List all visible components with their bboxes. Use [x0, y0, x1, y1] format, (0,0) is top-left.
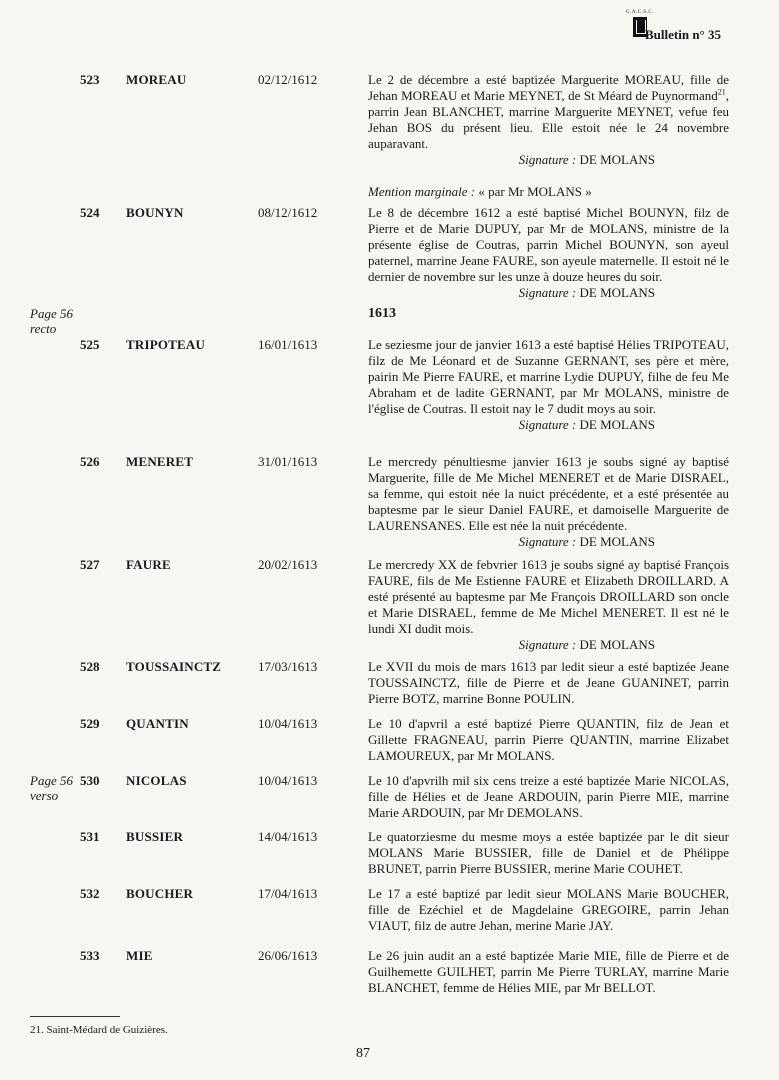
signature-label: Signature :	[518, 534, 577, 549]
record-text-body: Le mercredy XX de febvrier 1613 je soubs signé ay baptisé François FAURE, fils de Me Estienne FAURE et Elizabeth DROILLARD. A esté présenté au baptesme par Me François DROILLARD son oncle et Marie DISRAEL, femme de Me Michel MENERET. Il est né le lundi XI dudit mois.	[368, 557, 729, 636]
record-number: 531	[80, 829, 100, 844]
record-number: 532	[80, 886, 100, 901]
record-text: Le 10 d'apvrilh mil six cens treize a esté baptizée Marie NICOLAS, fille de Hélies et de Jeane ARDOUIN, parin Pierre MIE, marrine Marie ARDOUIN, par Mr DEMOLANS.	[368, 773, 729, 820]
record-text-body: Le mercredy pénultiesme janvier 1613 je soubs signé ay baptisé Marguerite, fille de Me Michel MENERET et de Marie DISRAEL, sa femme, qui estoit née la nuict précédente, et a esté présentée au baptesme par le sieur Daniel FAURE, et damoiselle Marguerite de LAURENSANES. Elle est née la nuit précédente.	[368, 454, 729, 533]
signature	[368, 417, 729, 433]
record-text	[368, 337, 729, 433]
footnote: 21. Saint-Médard de Guizières.	[30, 1024, 168, 1036]
bulletin-title: Bulletin n° 35	[645, 27, 721, 42]
record-date: 08/12/1612	[258, 205, 318, 220]
signature-label: Signature :	[518, 637, 577, 652]
signature-label: Signature :	[518, 152, 577, 167]
record-text: Le 17 a esté baptizé par ledit sieur MOLANS Marie BOUCHER, fille de Ezéchiel et de Magdelaine GREGOIRE, parrin Jehan VIAUT, filz de autre Jehan, merine Marie JAY.	[368, 886, 729, 933]
page-number: 87	[356, 1046, 370, 1061]
marginal-mention	[368, 184, 729, 200]
footnote-ref[interactable]: 21	[717, 87, 726, 97]
signature-label: Signature :	[518, 285, 577, 300]
logo-caption: G.A.C.S.C.	[626, 10, 654, 15]
year-heading: 1613	[368, 306, 396, 321]
signature	[368, 637, 729, 653]
record-surname: MIE	[126, 948, 153, 963]
record-surname: MENERET	[126, 454, 194, 469]
record-date: 26/06/1613	[258, 948, 318, 963]
record-date: 14/04/1613	[258, 829, 318, 844]
record-surname: FAURE	[126, 557, 171, 572]
signature-name: DE MOLANS	[576, 534, 655, 549]
signature-name: DE MOLANS	[576, 637, 655, 652]
record-surname: TRIPOTEAU	[126, 337, 206, 352]
signature-name: DE MOLANS	[576, 417, 655, 432]
record-text: Le 10 d'apvril a esté baptizé Pierre QUANTIN, filz de Jean et Gillette FRAGNEAU, parrin Pierre QUANTIN, marrine Elizabet LAMOUREUX, par Mr MOLANS.	[368, 716, 729, 763]
signature	[368, 534, 729, 550]
signature	[368, 152, 729, 168]
record-date: 10/04/1613	[258, 773, 318, 788]
record-surname: MOREAU	[126, 72, 187, 87]
margin-note-line: recto	[30, 321, 57, 336]
signature-label: Signature :	[518, 417, 577, 432]
record-surname: NICOLAS	[126, 773, 187, 788]
record-date: 20/02/1613	[258, 557, 318, 572]
record-text: Le 26 juin audit an a esté baptizée Marie MIE, fille de Pierre et de Guilhemette GUILHET, parrin Me Pierre TURLAY, marrine Marie BLANCHET, femme de Hélies MIE, par Mr BELLOT.	[368, 948, 729, 995]
mention-text: « par Mr MOLANS »	[475, 184, 592, 199]
record-surname: BUSSIER	[126, 829, 184, 844]
record-text	[368, 205, 729, 301]
record-number: 525	[80, 337, 100, 352]
record-text-body: Le 8 de décembre 1612 a esté baptisé Michel BOUNYN, filz de Pierre et de Marie DUPUY, par Mr de MOLANS, ministre de la présente église de Coutras, parrin Michel BOUNYN, son ayeul paternel, marrine Jeane FAURE, son ayeule maternelle. Il estoit né le dernier de novembre sur les unze à douze heures du soir.	[368, 205, 729, 284]
record-number: 530	[80, 773, 100, 788]
record-date: 16/01/1613	[258, 337, 318, 352]
record-date: 31/01/1613	[258, 454, 318, 469]
record-date: 02/12/1612	[258, 72, 318, 87]
mention-label: Mention marginale :	[368, 184, 476, 199]
margin-note-line: verso	[30, 788, 59, 803]
page-header	[601, 10, 721, 50]
footnote-divider	[30, 1016, 120, 1017]
record-surname: BOUNYN	[126, 205, 184, 220]
record-date: 10/04/1613	[258, 716, 318, 731]
record-text	[368, 454, 729, 550]
record-number: 527	[80, 557, 100, 572]
record-text-part: Le 2 de décembre a esté baptizée Marguerite MOREAU, fille de Jehan MOREAU et Marie MEYNET, de St Méard de Puynormand	[368, 72, 729, 103]
record-number: 524	[80, 205, 100, 220]
record-surname: QUANTIN	[126, 716, 189, 731]
record-text-body: Le seziesme jour de janvier 1613 a esté baptisé Hélies TRIPOTEAU, filz de Me Léonard et de Suzanne GERNANT, ses père et mère, pairin Me Pierre FAURE, et marrine Lydie DUPUY, filhe de feu Me Abraham et de ladite GERNANT, par Mr MOLANS, ministre de l'église de Coutras. Il estoit nay le 7 dudit moys au soir.	[368, 337, 729, 416]
margin-note-line: Page 56	[30, 306, 73, 321]
margin-note-line: Page 56	[30, 773, 73, 788]
record-date: 17/03/1613	[258, 659, 318, 674]
signature-name: DE MOLANS	[576, 152, 655, 167]
record-number: 523	[80, 72, 100, 87]
record-text	[368, 557, 729, 653]
record-number: 529	[80, 716, 100, 731]
record-date: 17/04/1613	[258, 886, 318, 901]
record-surname: TOUSSAINCTZ	[126, 659, 222, 674]
record-surname: BOUCHER	[126, 886, 194, 901]
record-number: 528	[80, 659, 100, 674]
margin-note-page56-recto	[30, 306, 90, 336]
signature	[368, 285, 729, 301]
record-number: 533	[80, 948, 100, 963]
record-number: 526	[80, 454, 100, 469]
record-text: Le quatorziesme du mesme moys a estée baptizée par le dit sieur MOLANS Marie BUSSIER, fille de Daniel et de Phélippe BRUNET, parrin Pierre BUSSIER, merine Marie COUHET.	[368, 829, 729, 876]
record-text: Le XVII du mois de mars 1613 par ledit sieur a esté baptizée Jeane TOUSSAINCTZ, fille de Pierre et de Jeane GUANINET, parrin Pierre BOTZ, marrine Bonne POULIN.	[368, 659, 729, 706]
record-text-part: , parrin Jean BLANCHET, marrine Marguerite MEYNET, vefue feu Jehan BOS du présent lieu. Elle estoit née le 24 novembre auparavant.	[368, 88, 729, 151]
signature-name: DE MOLANS	[576, 285, 655, 300]
record-text	[368, 72, 729, 200]
